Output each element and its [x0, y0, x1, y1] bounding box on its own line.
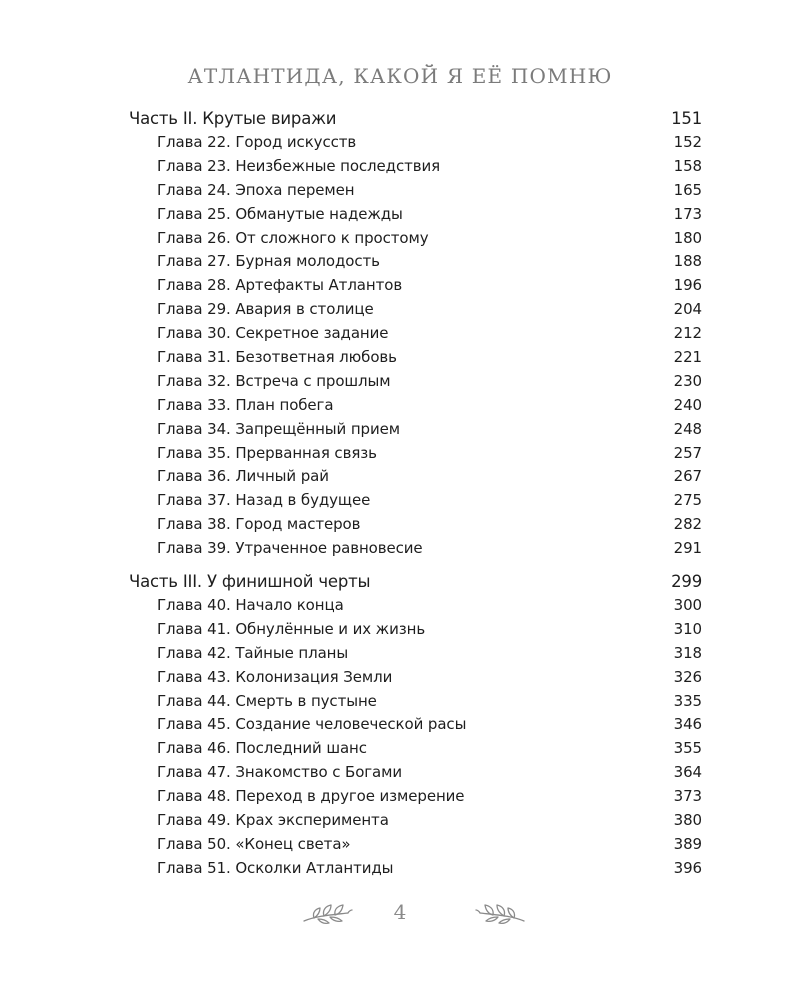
chapter-title: Глава 23. Неизбежные последствия [157, 156, 441, 175]
chapter-page-number: 196 [673, 276, 702, 295]
chapter-entry-27 [129, 250, 702, 274]
chapter-page-number: 158 [673, 156, 702, 175]
chapter-page-number: 165 [673, 180, 702, 199]
chapter-page-number: 373 [673, 787, 702, 806]
chapter-entry-41 [129, 618, 702, 642]
chapter-page-number: 248 [673, 419, 702, 438]
chapter-page-number: 267 [673, 467, 702, 486]
chapter-page-number: 188 [673, 252, 702, 271]
chapter-entry-40 [129, 594, 702, 618]
chapter-list-part-2 [129, 131, 702, 561]
chapter-title: Глава 38. Город мастеров [157, 515, 361, 534]
chapter-title: Глава 50. «Конец света» [157, 834, 351, 853]
part-title: Часть III. У финишной черты [129, 572, 371, 592]
chapter-entry-35 [129, 442, 702, 466]
chapter-title: Глава 43. Колонизация Земли [157, 667, 393, 686]
chapter-entry-42 [129, 642, 702, 666]
chapter-title: Глава 36. Личный рай [157, 467, 329, 486]
chapter-page-number: 300 [673, 596, 702, 615]
chapter-title: Глава 37. Назад в будущее [157, 491, 371, 510]
chapter-entry-31 [129, 346, 702, 370]
part-page-number: 151 [671, 109, 702, 128]
chapter-title: Глава 24. Эпоха перемен [157, 180, 355, 199]
chapter-title: Глава 48. Переход в другое измерение [157, 787, 465, 806]
chapter-entry-29 [129, 298, 702, 322]
chapter-title: Глава 35. Прерванная связь [157, 443, 377, 462]
chapter-title: Глава 40. Начало конца [157, 596, 344, 615]
chapter-page-number: 212 [673, 324, 702, 343]
chapter-entry-30 [129, 322, 702, 346]
part-title: Часть II. Крутые виражи [129, 109, 337, 128]
chapter-title: Глава 47. Знакомство с Богами [157, 763, 403, 782]
chapter-entry-25 [129, 203, 702, 227]
chapter-entry-38 [129, 513, 702, 537]
page-footer [0, 898, 800, 932]
part-heading-3 [129, 570, 702, 594]
chapter-entry-24 [129, 179, 702, 203]
chapter-title: Глава 39. Утраченное равновесие [157, 539, 423, 558]
chapter-page-number: 318 [673, 643, 702, 662]
chapter-page-number: 364 [673, 763, 702, 782]
chapter-title: Глава 51. Осколки Атлантиды [157, 858, 394, 877]
chapter-page-number: 257 [673, 443, 702, 462]
chapter-page-number: 275 [673, 491, 702, 510]
chapter-title: Глава 29. Авария в столице [157, 300, 374, 319]
chapter-entry-34 [129, 418, 702, 442]
chapter-title: Глава 44. Смерть в пустыне [157, 691, 377, 710]
chapter-entry-50 [129, 833, 702, 857]
chapter-page-number: 389 [673, 834, 702, 853]
chapter-entry-26 [129, 227, 702, 251]
chapter-entry-39 [129, 537, 702, 561]
chapter-page-number: 346 [673, 715, 702, 734]
chapter-entry-33 [129, 394, 702, 418]
chapter-title: Глава 42. Тайные планы [157, 643, 349, 662]
chapter-entry-48 [129, 785, 702, 809]
chapter-page-number: 240 [673, 395, 702, 414]
chapter-page-number: 152 [673, 133, 702, 151]
chapter-entry-46 [129, 737, 702, 761]
chapter-title: Глава 22. Город искусств [157, 133, 357, 151]
chapter-title: Глава 46. Последний шанс [157, 739, 367, 758]
chapter-entry-47 [129, 761, 702, 785]
chapter-entry-37 [129, 489, 702, 513]
chapter-entry-23 [129, 155, 702, 179]
chapter-page-number: 335 [673, 691, 702, 710]
chapter-page-number: 396 [673, 858, 702, 877]
chapter-title: Глава 49. Крах эксперимента [157, 811, 389, 830]
chapter-entry-22 [129, 131, 702, 155]
chapter-entry-36 [129, 465, 702, 489]
chapter-page-number: 291 [673, 539, 702, 558]
chapter-entry-28 [129, 274, 702, 298]
chapter-page-number: 310 [673, 619, 702, 638]
chapter-entry-43 [129, 666, 702, 690]
chapter-page-number: 326 [673, 667, 702, 686]
chapter-list-part-3 [129, 594, 702, 881]
part-heading-2 [129, 107, 702, 131]
chapter-entry-51 [129, 857, 702, 881]
chapter-title: Глава 45. Создание человеческой расы [157, 715, 467, 734]
chapter-page-number: 180 [673, 228, 702, 247]
chapter-entry-44 [129, 690, 702, 714]
page-number: 4 [393, 900, 407, 924]
chapter-title: Глава 26. От сложного к простому [157, 228, 429, 247]
part-page-number: 299 [671, 572, 702, 592]
chapter-title: Глава 31. Безответная любовь [157, 348, 397, 367]
chapter-page-number: 204 [673, 300, 702, 319]
chapter-title: Глава 25. Обманутые надежды [157, 204, 403, 223]
chapter-page-number: 380 [673, 811, 702, 830]
chapter-title: Глава 28. Артефакты Атлантов [157, 276, 403, 295]
leafy-branch-ornament-icon [474, 902, 526, 930]
running-head: АТЛАНТИДА, КАКОЙ Я ЕЁ ПОМНЮ [187, 64, 613, 88]
chapter-title: Глава 32. Встреча с прошлым [157, 371, 391, 390]
chapter-entry-45 [129, 713, 702, 737]
chapter-title: Глава 27. Бурная молодость [157, 252, 380, 271]
chapter-page-number: 221 [673, 348, 702, 367]
chapter-entry-32 [129, 370, 702, 394]
chapter-title: Глава 30. Секретное задание [157, 324, 389, 343]
table-of-contents [129, 107, 702, 881]
chapter-entry-49 [129, 809, 702, 833]
chapter-title: Глава 34. Запрещённый прием [157, 419, 400, 438]
chapter-page-number: 282 [673, 515, 702, 534]
chapter-title: Глава 33. План побега [157, 395, 334, 414]
chapter-page-number: 230 [673, 371, 702, 390]
chapter-title: Глава 41. Обнулённые и их жизнь [157, 619, 426, 638]
chapter-page-number: 173 [673, 204, 702, 223]
chapter-page-number: 355 [673, 739, 702, 758]
